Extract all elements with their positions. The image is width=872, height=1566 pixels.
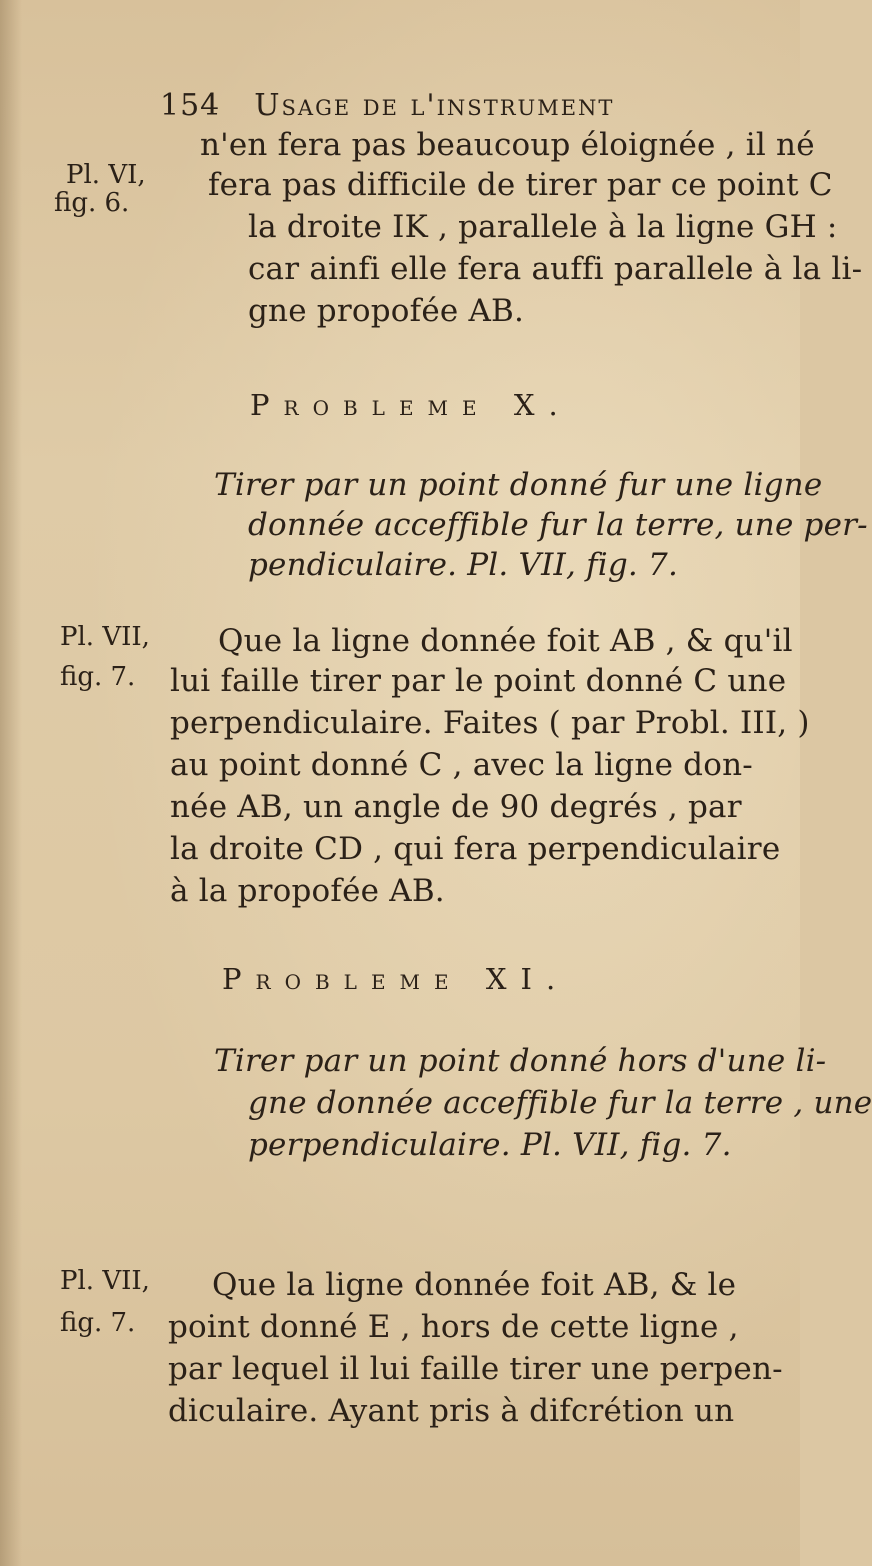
- paragraph-line: Que la ligne donnée foit AB, & le: [212, 1267, 737, 1303]
- margin-note-figure: fig. 7.: [60, 662, 136, 692]
- paragraph-line: perpendiculaire. Faites ( par Probl. III, ): [170, 705, 810, 741]
- problem-statement-line: gne donnée acceffible fur la terre , une: [248, 1085, 872, 1121]
- paragraph-line: diculaire. Ayant pris à difcrétion un: [168, 1393, 735, 1429]
- problem-heading: Probleme XI.: [222, 962, 570, 996]
- margin-note-plate: Pl. VII,: [60, 1266, 150, 1296]
- running-title: Usage de l'instrument: [254, 88, 615, 123]
- margin-note-figure: fig. 6.: [54, 188, 130, 218]
- problem-statement-line: pendiculaire. Pl. VII, fig. 7.: [248, 547, 679, 583]
- problem-statement-line: Tirer par un point donné fur une ligne: [214, 467, 823, 503]
- paragraph-line: au point donné C , avec la ligne don-: [170, 747, 753, 783]
- paragraph-line: la droite CD , qui fera perpendiculaire: [170, 831, 781, 867]
- problem-statement-line: perpendiculaire. Pl. VII, fig. 7.: [248, 1127, 732, 1163]
- problem-statement-line: Tirer par un point donné hors d'une li-: [214, 1043, 827, 1079]
- margin-note-plate: Pl. VII,: [60, 622, 150, 652]
- paragraph-line: par lequel il lui faille tirer une perpen-: [168, 1351, 783, 1387]
- margin-note-plate: Pl. VI,: [66, 160, 146, 190]
- text-line: n'en fera pas beaucoup éloignée , il né: [200, 127, 815, 163]
- problem-statement-line: donnée acceffible fur la terre, une per-: [248, 507, 868, 543]
- margin-note-figure: fig. 7.: [60, 1308, 136, 1338]
- paragraph-line: à la propofée AB.: [170, 873, 445, 909]
- text-line: fera pas difficile de tirer par ce point C: [208, 167, 833, 203]
- text-line: la droite IK , parallele à la ligne GH :: [248, 209, 838, 245]
- paragraph-line: point donné E , hors de cette ligne ,: [168, 1309, 739, 1345]
- paragraph-line: Que la ligne donnée foit AB , & qu'il: [218, 623, 793, 659]
- text-line: car ainfi elle fera auffi parallele à la li-: [248, 251, 863, 287]
- page-number: 154: [160, 88, 221, 123]
- paragraph-line: lui faille tirer par le point donné C une: [170, 663, 787, 699]
- running-header: [160, 88, 614, 123]
- text-line: gne propofée AB.: [248, 293, 525, 329]
- page-edge-shadow: [0, 0, 22, 1566]
- paragraph-line: née AB, un angle de 90 degrés , par: [170, 789, 742, 825]
- problem-heading: Probleme X.: [250, 388, 572, 422]
